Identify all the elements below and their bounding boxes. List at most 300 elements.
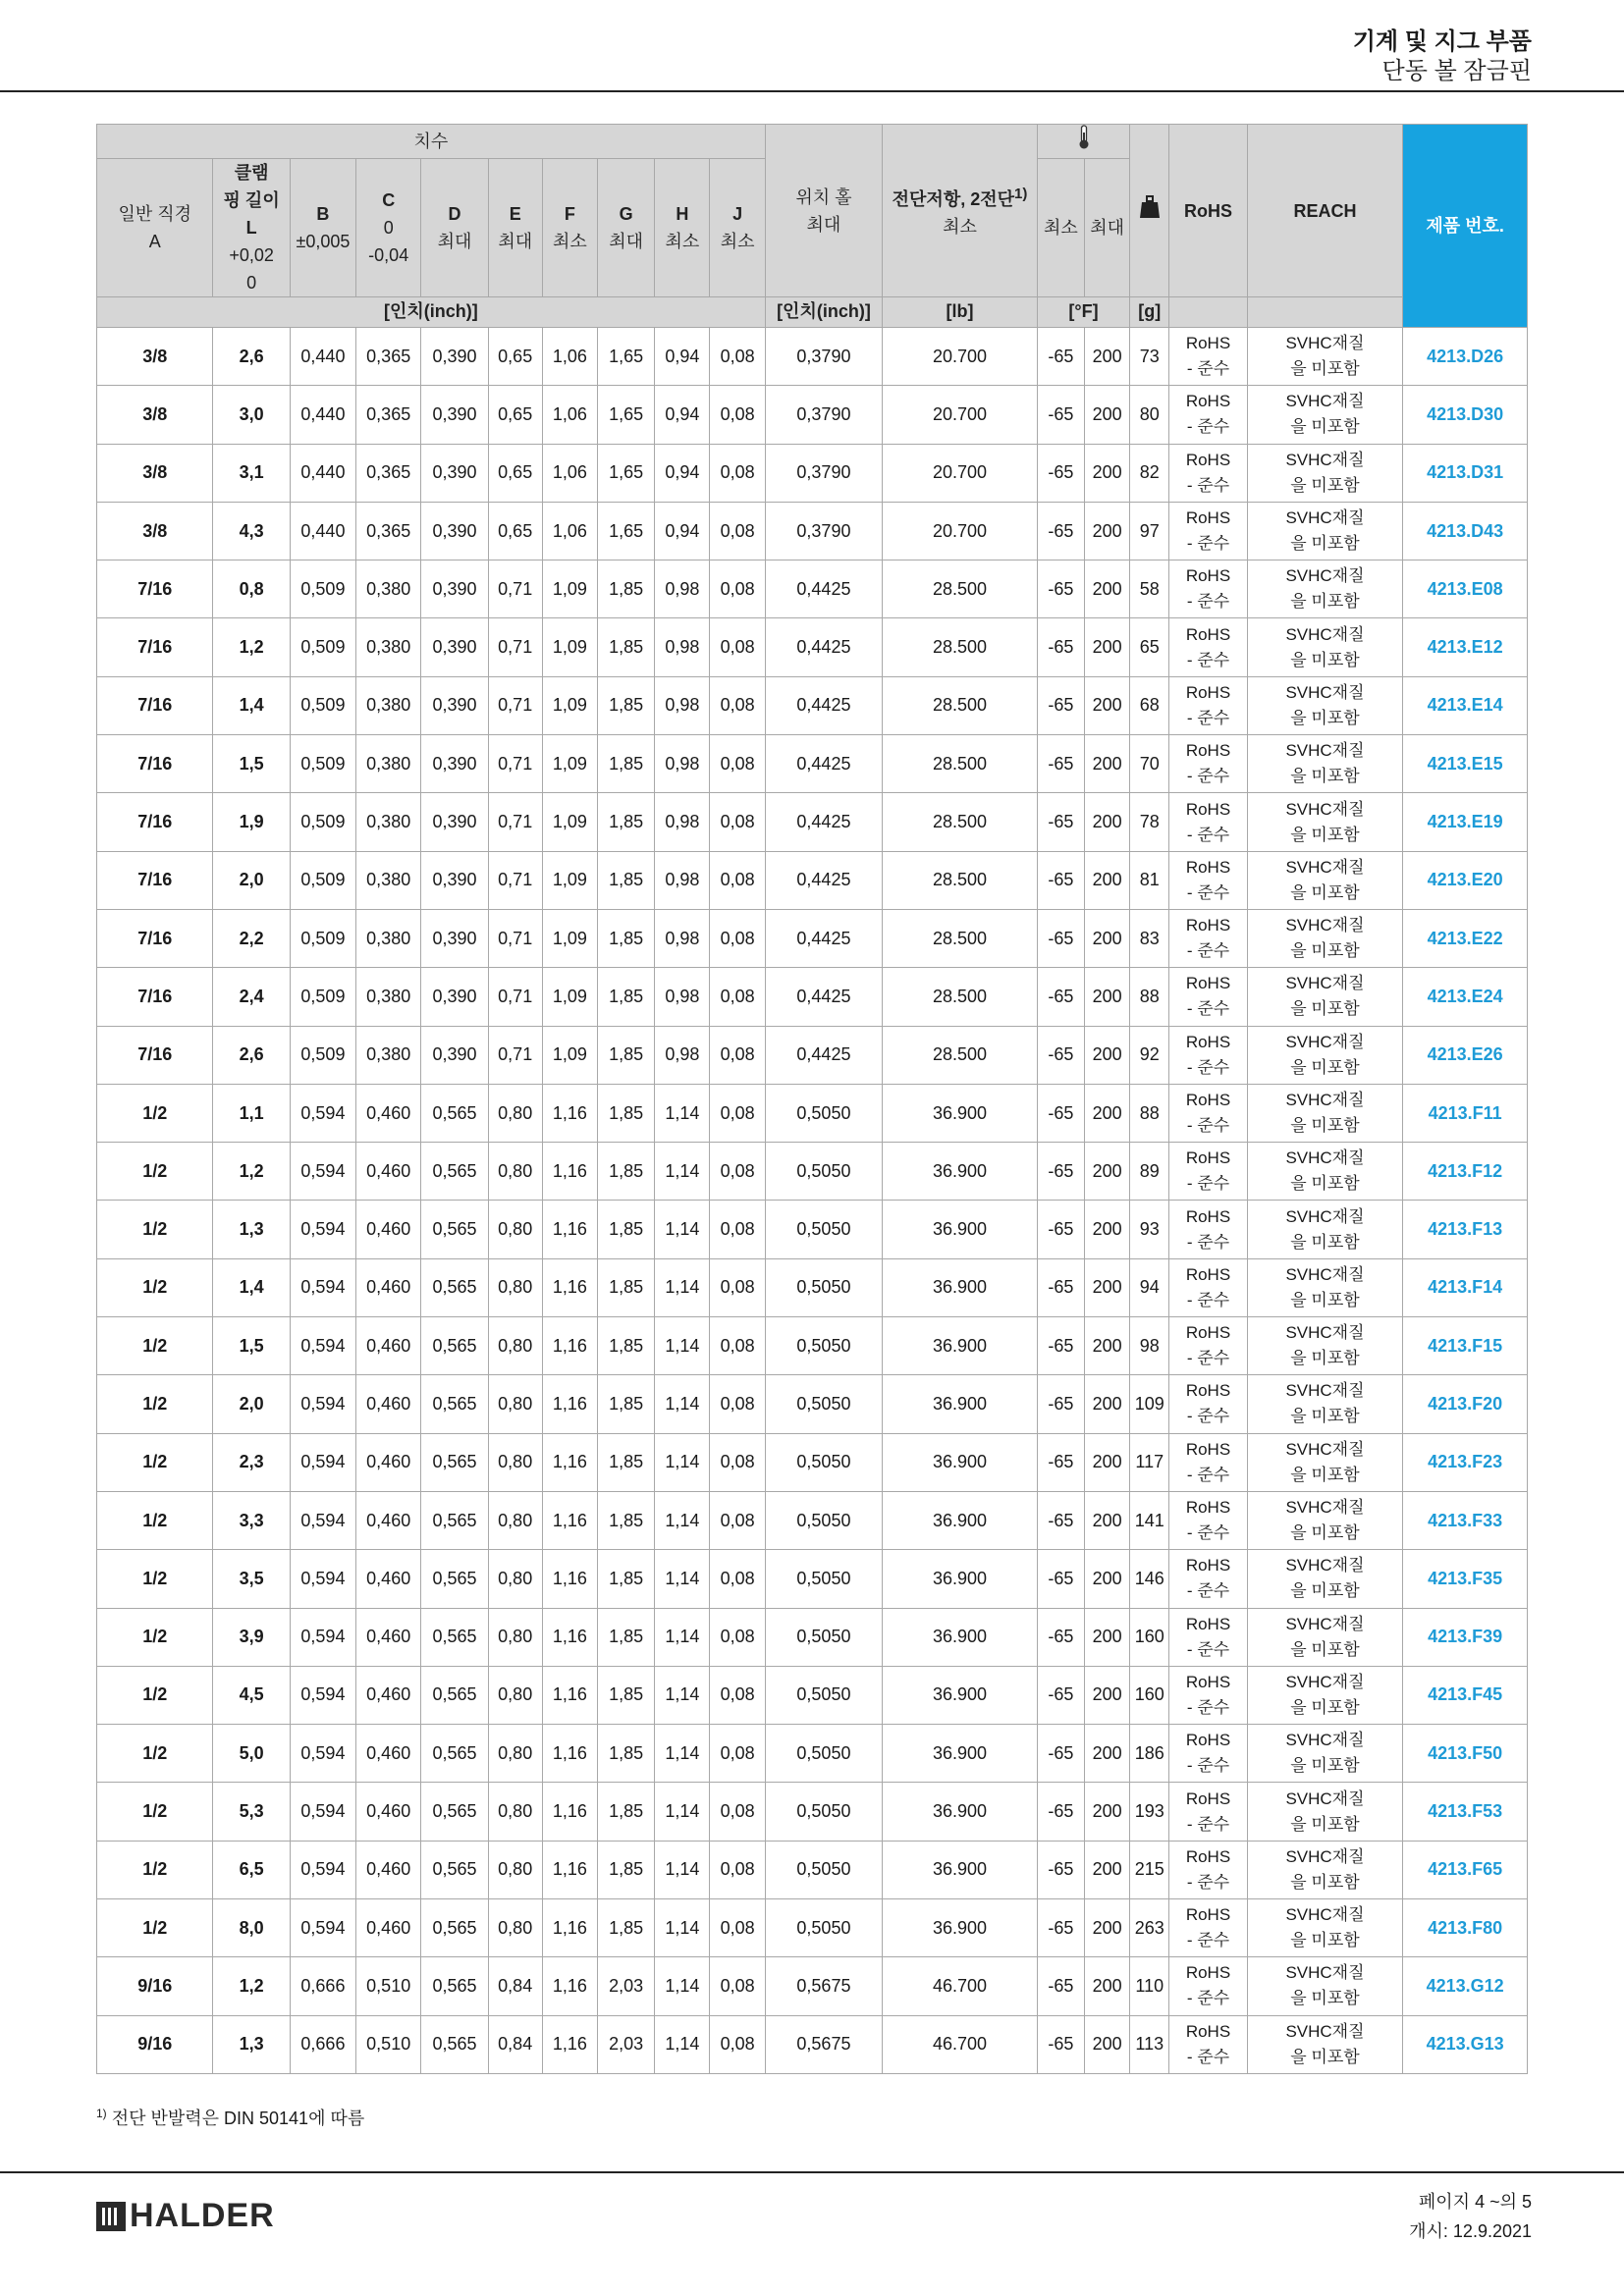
col-a-header	[97, 159, 213, 297]
table-row	[97, 793, 1528, 851]
cell-b: 0,594	[290, 1550, 355, 1608]
reach-line-1: SVHC재질	[1285, 624, 1365, 644]
cell-j: 0,08	[710, 1201, 765, 1258]
cell-reach	[1247, 502, 1403, 560]
cell-l: 3,0	[213, 386, 290, 444]
col-a-label: 일반 직경	[118, 204, 192, 224]
cell-d: 0,565	[421, 1433, 488, 1491]
rohs-line-1: RoHS	[1185, 799, 1231, 819]
col-h-sub: 최소	[665, 232, 700, 251]
reach-line-2: 을 미포함	[1290, 1116, 1360, 1135]
cell-d: 0,565	[421, 1317, 488, 1375]
cell-shear: 36.900	[883, 1258, 1038, 1316]
cell-tmax: 200	[1085, 502, 1130, 560]
cell-shear: 28.500	[883, 1026, 1038, 1084]
cell-tmax: 200	[1085, 1433, 1130, 1491]
cell-tmin: -65	[1037, 1084, 1084, 1142]
cell-shear: 36.900	[883, 1666, 1038, 1724]
col-g-header	[598, 159, 655, 297]
col-f-symbol: F	[564, 204, 575, 224]
cell-d: 0,390	[421, 386, 488, 444]
cell-shear: 20.700	[883, 386, 1038, 444]
product-number-link[interactable]: 4213.D26	[1403, 328, 1528, 386]
cell-w: 109	[1130, 1375, 1169, 1433]
cell-rohs	[1169, 968, 1247, 1026]
cell-g: 1,85	[598, 1026, 655, 1084]
cell-tmax: 200	[1085, 1491, 1130, 1549]
reach-line-1: SVHC재질	[1285, 1614, 1365, 1633]
cell-shear: 36.900	[883, 1433, 1038, 1491]
cell-d: 0,390	[421, 328, 488, 386]
product-number-link[interactable]: 4213.F35	[1403, 1550, 1528, 1608]
cell-w: 113	[1130, 2015, 1169, 2073]
table-row	[97, 1608, 1528, 1666]
cell-h: 1,14	[655, 1841, 710, 1898]
rohs-line-1: RoHS	[1185, 1323, 1231, 1343]
product-number-link[interactable]: 4213.D31	[1403, 444, 1528, 502]
cell-j: 0,08	[710, 1783, 765, 1841]
cell-reach	[1247, 328, 1403, 386]
cell-a: 9/16	[97, 1957, 213, 2015]
product-number-link[interactable]: 4213.E14	[1403, 676, 1528, 734]
cell-h: 1,14	[655, 1084, 710, 1142]
rohs-line-2: - 준수	[1186, 999, 1230, 1019]
cell-e: 0,80	[488, 1201, 542, 1258]
product-number-link[interactable]: 4213.D30	[1403, 386, 1528, 444]
cell-w: 160	[1130, 1608, 1169, 1666]
product-number-link[interactable]: 4213.F15	[1403, 1317, 1528, 1375]
cell-rohs	[1169, 561, 1247, 618]
table-row	[97, 968, 1528, 1026]
cell-g: 1,85	[598, 676, 655, 734]
reach-line-1: SVHC재질	[1285, 1032, 1365, 1051]
temp-unit: [°F]	[1037, 297, 1129, 328]
cell-e: 0,80	[488, 1491, 542, 1549]
cell-reach	[1247, 1899, 1403, 1957]
product-number-link[interactable]: 4213.F12	[1403, 1143, 1528, 1201]
reach-line-1: SVHC재질	[1285, 392, 1365, 411]
cell-a: 1/2	[97, 1491, 213, 1549]
cell-e: 0,71	[488, 909, 542, 967]
product-number-link[interactable]: 4213.E22	[1403, 909, 1528, 967]
rohs-line-2: - 준수	[1186, 1814, 1230, 1834]
cell-h: 1,14	[655, 1143, 710, 1201]
product-number-link[interactable]: 4213.G12	[1403, 1957, 1528, 2015]
cell-c: 0,460	[356, 1375, 421, 1433]
cell-g: 2,03	[598, 1957, 655, 2015]
product-number-link[interactable]: 4213.F23	[1403, 1433, 1528, 1491]
cell-reach	[1247, 1317, 1403, 1375]
cell-a: 1/2	[97, 1433, 213, 1491]
cell-l: 2,0	[213, 1375, 290, 1433]
cell-h: 0,94	[655, 328, 710, 386]
cell-b: 0,440	[290, 502, 355, 560]
shear-sub: 최소	[943, 217, 977, 237]
cell-shear: 36.900	[883, 1841, 1038, 1898]
cell-c: 0,380	[356, 793, 421, 851]
cell-a: 7/16	[97, 735, 213, 793]
rohs-line-1: RoHS	[1185, 1846, 1231, 1866]
cell-b: 0,509	[290, 909, 355, 967]
rohs-line-2: - 준수	[1186, 1931, 1230, 1950]
dims-unit: [인치(inch)]	[97, 297, 766, 328]
col-d-header	[421, 159, 488, 297]
cell-rohs	[1169, 1666, 1247, 1724]
rohs-line-1: RoHS	[1185, 1264, 1231, 1284]
cell-rohs	[1169, 1783, 1247, 1841]
cell-l: 2,6	[213, 1026, 290, 1084]
rohs-line-1: RoHS	[1185, 682, 1231, 702]
cell-b: 0,594	[290, 1317, 355, 1375]
cell-d: 0,390	[421, 909, 488, 967]
cell-l: 4,3	[213, 502, 290, 560]
temp-min-header: 최소	[1037, 159, 1084, 297]
cell-shear: 36.900	[883, 1375, 1038, 1433]
product-number-link[interactable]: 4213.F20	[1403, 1375, 1528, 1433]
cell-b: 0,509	[290, 1026, 355, 1084]
rohs-line-1: RoHS	[1185, 916, 1231, 935]
cell-tmax: 200	[1085, 735, 1130, 793]
cell-rohs	[1169, 1433, 1247, 1491]
col-e-header	[488, 159, 542, 297]
rohs-unit-blank	[1169, 297, 1247, 328]
reach-line-1: SVHC재질	[1285, 1731, 1365, 1750]
cell-reach	[1247, 1841, 1403, 1898]
product-number-link[interactable]: 4213.E08	[1403, 561, 1528, 618]
table-row	[97, 1026, 1528, 1084]
cell-shear: 20.700	[883, 444, 1038, 502]
cell-pos: 0,4425	[765, 676, 882, 734]
cell-rohs	[1169, 909, 1247, 967]
rohs-line-1: RoHS	[1185, 1091, 1231, 1109]
product-number-link[interactable]: 4213.F80	[1403, 1899, 1528, 1957]
cell-tmin: -65	[1037, 1550, 1084, 1608]
cell-g: 1,65	[598, 386, 655, 444]
cell-tmax: 200	[1085, 328, 1130, 386]
cell-a: 7/16	[97, 1026, 213, 1084]
position-hole-label: 위치 홀	[795, 187, 852, 207]
reach-line-1: SVHC재질	[1285, 1206, 1365, 1226]
cell-h: 1,14	[655, 1491, 710, 1549]
cell-shear: 36.900	[883, 1491, 1038, 1549]
cell-d: 0,565	[421, 1143, 488, 1201]
cell-tmax: 200	[1085, 909, 1130, 967]
cell-w: 58	[1130, 561, 1169, 618]
rohs-line-2: - 준수	[1186, 1057, 1230, 1077]
cell-f: 1,16	[542, 1725, 597, 1783]
cell-j: 0,08	[710, 1433, 765, 1491]
cell-w: 88	[1130, 968, 1169, 1026]
table-row	[97, 328, 1528, 386]
table-row	[97, 618, 1528, 676]
cell-rohs	[1169, 1317, 1247, 1375]
cell-g: 1,85	[598, 1783, 655, 1841]
rohs-line-1: RoHS	[1185, 1905, 1231, 1925]
cell-f: 1,16	[542, 1841, 597, 1898]
cell-a: 1/2	[97, 1317, 213, 1375]
cell-b: 0,509	[290, 735, 355, 793]
cell-pos: 0,5050	[765, 1899, 882, 1957]
cell-g: 1,85	[598, 1143, 655, 1201]
cell-tmin: -65	[1037, 2015, 1084, 2073]
cell-pos: 0,4425	[765, 561, 882, 618]
cell-e: 0,80	[488, 1084, 542, 1142]
cell-tmax: 200	[1085, 1550, 1130, 1608]
reach-line-1: SVHC재질	[1285, 334, 1365, 353]
cell-reach	[1247, 1201, 1403, 1258]
cell-reach	[1247, 1084, 1403, 1142]
cell-pos: 0,5050	[765, 1433, 882, 1491]
cell-shear: 36.900	[883, 1899, 1038, 1957]
cell-a: 1/2	[97, 1725, 213, 1783]
reach-line-1: SVHC재질	[1285, 974, 1365, 993]
rohs-line-1: RoHS	[1185, 508, 1231, 528]
cell-l: 1,4	[213, 1258, 290, 1316]
cell-j: 0,08	[710, 1841, 765, 1898]
shear-footnote-marker: 1)	[1014, 186, 1028, 202]
cell-h: 0,94	[655, 386, 710, 444]
cell-pos: 0,3790	[765, 328, 882, 386]
rohs-line-1: RoHS	[1185, 1672, 1231, 1691]
product-number-link[interactable]: 4213.F11	[1403, 1084, 1528, 1142]
cell-shear: 28.500	[883, 909, 1038, 967]
cell-b: 0,509	[290, 793, 355, 851]
cell-d: 0,565	[421, 1957, 488, 2015]
cell-b: 0,509	[290, 561, 355, 618]
col-j-symbol: J	[732, 204, 743, 224]
cell-j: 0,08	[710, 909, 765, 967]
col-d-symbol: D	[448, 204, 461, 224]
product-number-header: 제품 번호.	[1403, 125, 1528, 328]
page-number: 페이지 4 ~의 5	[1418, 2192, 1532, 2212]
product-number-link[interactable]: 4213.E26	[1403, 1026, 1528, 1084]
cell-b: 0,509	[290, 851, 355, 909]
cell-b: 0,666	[290, 2015, 355, 2073]
product-number-link[interactable]: 4213.F14	[1403, 1258, 1528, 1316]
cell-reach	[1247, 2015, 1403, 2073]
cell-l: 2,2	[213, 909, 290, 967]
reach-line-2: 을 미포함	[1290, 592, 1360, 612]
product-number-link[interactable]: 4213.F45	[1403, 1666, 1528, 1724]
cell-e: 0,84	[488, 2015, 542, 2073]
product-table	[96, 124, 1528, 2074]
cell-a: 3/8	[97, 328, 213, 386]
cell-h: 0,98	[655, 793, 710, 851]
cell-b: 0,509	[290, 618, 355, 676]
rohs-line-1: RoHS	[1185, 566, 1231, 586]
reach-line-1: SVHC재질	[1285, 1846, 1365, 1866]
cell-g: 1,85	[598, 735, 655, 793]
cell-a: 1/2	[97, 1841, 213, 1898]
rohs-line-2: - 준수	[1186, 417, 1230, 437]
cell-d: 0,565	[421, 1201, 488, 1258]
rohs-line-1: RoHS	[1185, 450, 1231, 469]
cell-b: 0,594	[290, 1143, 355, 1201]
col-c-header	[356, 159, 421, 297]
cell-shear: 28.500	[883, 618, 1038, 676]
cell-j: 0,08	[710, 1491, 765, 1549]
reach-line-1: SVHC재질	[1285, 1148, 1365, 1168]
table-row	[97, 676, 1528, 734]
product-number-link[interactable]: 4213.E12	[1403, 618, 1528, 676]
cell-b: 0,594	[290, 1725, 355, 1783]
cell-e: 0,65	[488, 444, 542, 502]
cell-a: 1/2	[97, 1201, 213, 1258]
rohs-line-2: - 준수	[1186, 2047, 1230, 2066]
cell-d: 0,565	[421, 1899, 488, 1957]
reach-line-1: SVHC재질	[1285, 1963, 1365, 1983]
reach-line-1: SVHC재질	[1285, 1323, 1365, 1343]
col-c-tol-1: 0	[383, 218, 394, 238]
reach-line-2: 을 미포함	[1290, 708, 1360, 727]
cell-shear: 28.500	[883, 735, 1038, 793]
cell-pos: 0,3790	[765, 386, 882, 444]
col-l-tol-2: 0	[246, 273, 257, 293]
cell-w: 68	[1130, 676, 1169, 734]
cell-e: 0,80	[488, 1433, 542, 1491]
table-row	[97, 502, 1528, 560]
cell-g: 1,85	[598, 909, 655, 967]
product-number-link[interactable]: 4213.F53	[1403, 1783, 1528, 1841]
cell-tmin: -65	[1037, 1841, 1084, 1898]
cell-c: 0,460	[356, 1143, 421, 1201]
rohs-line-2: - 준수	[1186, 534, 1230, 554]
reach-line-2: 을 미포함	[1290, 1407, 1360, 1426]
rohs-line-2: - 준수	[1186, 941, 1230, 961]
cell-f: 1,09	[542, 1026, 597, 1084]
cell-j: 0,08	[710, 1258, 765, 1316]
cell-f: 1,09	[542, 909, 597, 967]
cell-rohs	[1169, 1143, 1247, 1201]
reach-line-2: 을 미포함	[1290, 1232, 1360, 1252]
rohs-line-2: - 준수	[1186, 1407, 1230, 1426]
cell-h: 1,14	[655, 1783, 710, 1841]
cell-w: 73	[1130, 328, 1169, 386]
document-header	[1353, 27, 1532, 86]
cell-reach	[1247, 1783, 1403, 1841]
cell-b: 0,509	[290, 676, 355, 734]
cell-d: 0,565	[421, 1841, 488, 1898]
cell-w: 92	[1130, 1026, 1169, 1084]
product-number-link[interactable]: 4213.E20	[1403, 851, 1528, 909]
product-number-link[interactable]: 4213.F33	[1403, 1491, 1528, 1549]
cell-tmin: -65	[1037, 676, 1084, 734]
cell-shear: 28.500	[883, 851, 1038, 909]
table-row	[97, 1201, 1528, 1258]
reach-line-1: SVHC재질	[1285, 450, 1365, 469]
cell-j: 0,08	[710, 1666, 765, 1724]
cell-g: 1,85	[598, 1433, 655, 1491]
cell-h: 0,98	[655, 851, 710, 909]
product-number-link[interactable]: 4213.D43	[1403, 502, 1528, 560]
col-j-header	[710, 159, 765, 297]
cell-w: 117	[1130, 1433, 1169, 1491]
table-row	[97, 1550, 1528, 1608]
cell-a: 1/2	[97, 1375, 213, 1433]
cell-shear: 28.500	[883, 968, 1038, 1026]
cell-rohs	[1169, 328, 1247, 386]
reach-line-1: SVHC재질	[1285, 916, 1365, 935]
cell-tmax: 200	[1085, 1899, 1130, 1957]
pos-unit: [인치(inch)]	[765, 297, 882, 328]
cell-tmin: -65	[1037, 1026, 1084, 1084]
cell-h: 0,98	[655, 1026, 710, 1084]
cell-rohs	[1169, 1957, 1247, 2015]
cell-l: 1,2	[213, 1143, 290, 1201]
reach-line-2: 을 미포함	[1290, 1057, 1360, 1077]
cell-g: 1,85	[598, 1608, 655, 1666]
product-number-link[interactable]: 4213.F39	[1403, 1608, 1528, 1666]
cell-g: 1,85	[598, 1317, 655, 1375]
cell-d: 0,565	[421, 1783, 488, 1841]
cell-reach	[1247, 793, 1403, 851]
cell-c: 0,460	[356, 1491, 421, 1549]
product-number-link[interactable]: 4213.F65	[1403, 1841, 1528, 1898]
product-number-link[interactable]: 4213.G13	[1403, 2015, 1528, 2073]
product-number-link[interactable]: 4213.F50	[1403, 1725, 1528, 1783]
product-number-link[interactable]: 4213.E24	[1403, 968, 1528, 1026]
reach-line-2: 을 미포함	[1290, 1465, 1360, 1484]
cell-h: 1,14	[655, 1899, 710, 1957]
cell-rohs	[1169, 851, 1247, 909]
reach-line-2: 을 미포함	[1290, 1872, 1360, 1892]
reach-line-1: SVHC재질	[1285, 566, 1365, 586]
cell-shear: 36.900	[883, 1725, 1038, 1783]
cell-l: 3,3	[213, 1491, 290, 1549]
cell-f: 1,09	[542, 851, 597, 909]
cell-reach	[1247, 968, 1403, 1026]
footer-divider	[0, 2171, 1624, 2173]
cell-tmin: -65	[1037, 1783, 1084, 1841]
product-number-link[interactable]: 4213.F13	[1403, 1201, 1528, 1258]
cell-reach	[1247, 1026, 1403, 1084]
rohs-line-2: - 준수	[1186, 1756, 1230, 1776]
reach-line-2: 을 미포함	[1290, 1174, 1360, 1194]
cell-reach	[1247, 1433, 1403, 1491]
cell-w: 83	[1130, 909, 1169, 967]
cell-f: 1,16	[542, 1317, 597, 1375]
reach-line-1: SVHC재질	[1285, 508, 1365, 528]
col-c-symbol: C	[382, 190, 396, 210]
cell-rohs	[1169, 1550, 1247, 1608]
product-number-link[interactable]: 4213.E15	[1403, 735, 1528, 793]
shear-header	[883, 125, 1038, 297]
cell-e: 0,71	[488, 676, 542, 734]
cell-f: 1,16	[542, 1783, 597, 1841]
cell-c: 0,380	[356, 618, 421, 676]
rohs-line-2: - 준수	[1186, 1697, 1230, 1717]
table-row	[97, 1899, 1528, 1957]
cell-c: 0,460	[356, 1258, 421, 1316]
cell-e: 0,71	[488, 618, 542, 676]
cell-b: 0,594	[290, 1084, 355, 1142]
cell-c: 0,365	[356, 502, 421, 560]
product-number-link[interactable]: 4213.E19	[1403, 793, 1528, 851]
cell-f: 1,16	[542, 1084, 597, 1142]
rohs-line-2: - 준수	[1186, 1639, 1230, 1659]
cell-pos: 0,4425	[765, 735, 882, 793]
cell-tmin: -65	[1037, 1433, 1084, 1491]
cell-a: 1/2	[97, 1258, 213, 1316]
cell-tmax: 200	[1085, 1317, 1130, 1375]
cell-e: 0,71	[488, 851, 542, 909]
cell-j: 0,08	[710, 618, 765, 676]
cell-rohs	[1169, 1201, 1247, 1258]
reach-line-2: 을 미포함	[1290, 999, 1360, 1019]
cell-reach	[1247, 1725, 1403, 1783]
cell-j: 0,08	[710, 1957, 765, 2015]
table-row	[97, 909, 1528, 967]
